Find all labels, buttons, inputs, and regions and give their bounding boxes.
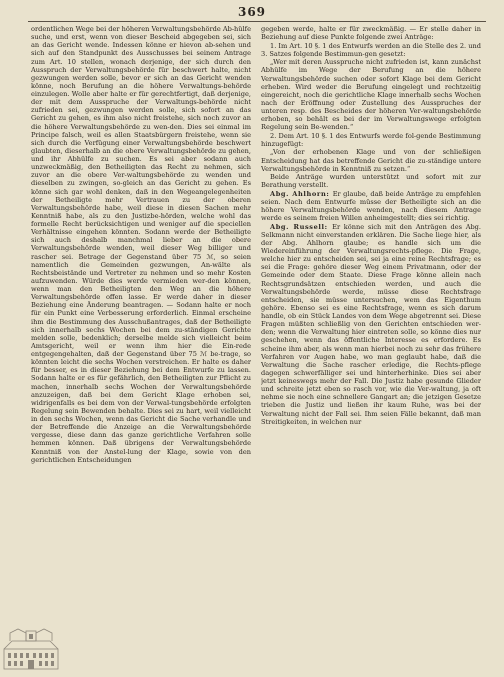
- paragraph: [261, 223, 481, 426]
- paragraph: [261, 58, 481, 131]
- paragraph-text: Er könne sich mit den Anträgen des Abg. Selkmann nicht einverstanden erklären. Die Sache liege hier, als der Abg. Ahlhorn glaube; es handle sich um die Wiedereinführung der Verwaltungsrechts-pflege. Die Frage, welche hier zu entscheiden sei, sei ja eine reine Rechtsfrage; es sei die Frage: gehöre dieser Weg einem Privatmann, oder der Gemeinde oder dem Staate. Diese Frage könne allein nach Rechtsgrundsätzen entschieden werden, und auch die Verwaltungsbehörde werde, müsse diese Rechtsfrage entscheiden, sie müsse untersuchen, wem das Eigenthum gehöre. Ebenso sei es eine Rechtsfrage, wenn es sich darum handle, ob ein Stück Landes von dem Wege abgetrennt sei. Diese Fragen müßten schließlig von den Gerichten entschieden wer-den; wenn die Verwaltung hier eintreten solle, so könne dies nur geschehen, wenn das öffentliche Interesse es erfordere. Es scheine ihm aber, als wenn man hierbei noch zu sehr das frühere Verfahren vor Augen habe, wo man geglaubt habe, daß die Verwaltung die Sache rascher erledige, die Rechts-pflege dagegen schwerfälliger sei und hinterherhinke. Dies sei aber jetzt keineswegs mehr der Fall. Die Justiz habe gesunde Glieder und schreite jetzt eben so rasch vor, wie die Ver-waltung, ja oft nehme sie noch eine schnellere Gangart an; die jetzigen Gesetze trieben die Justiz und ließen ihr kaum Ruhe, was bei der Verwaltung nicht der Fall sei. Ihm seien Fälle bekannt, daß man Streitigkeiten, in welchen nur: [261, 222, 481, 426]
- paragraph: [31, 25, 251, 464]
- library-building-stamp-icon: [2, 621, 60, 673]
- paragraph: [261, 25, 481, 41]
- paragraph-text: Er glaube, daß beide Anträge zu empfehlen seien. Nach dem Entwurfe müsse der Betheiligte sich an die höhere Verwaltungsbehörde wenden, nach diesem Antrage werde es seinem freien Willen anheimgestellt; dies sei richtig.: [261, 189, 481, 223]
- paragraph: [261, 42, 481, 58]
- paragraph: [261, 190, 481, 223]
- paragraph-text: 1. Im Art. 10 §. 1 des Entwurfs werden an die Stelle des 2. und 3. Satzes folgende Bestimmun-gen gesetzt:: [261, 41, 481, 58]
- paragraph-text: „Wer mit deren Ausspruche nicht zufrieden ist, kann zunächst Abhülfe im Wege der Berufung an die höhere Verwaltungsbehörde suchen oder sofort Klage bei dem Gericht erheben. Wird weder die Berufung eingelegt und rechtzeitig eingereicht, noch die gerichtliche Klage innerhalb sechs Wochen nach der Eröffnung oder Zustellung des Ausspruches der unteren resp. des Bescheides der höheren Ver-waltungsbehörde erhoben, so behält es bei der im Verwaltungswege erfolgten Regelung sein Be-wenden.“: [261, 58, 481, 132]
- paragraph-text: gegeben werde, halte er für zweckmäßig. — Er stelle daher in Beziehung auf diese Punkte folgende zwei Anträge:: [261, 25, 481, 42]
- page-number: 369: [237, 5, 267, 19]
- paragraph-text: Beide Anträge wurden unterstützt und sofort mit zur Berathung verstellt.: [261, 173, 481, 190]
- paragraph: [261, 148, 481, 172]
- paragraph: [261, 173, 481, 189]
- speaker-name: Abg. Russell:: [270, 222, 333, 231]
- speaker-name: Abg. Ahlhorn:: [270, 189, 333, 198]
- paragraph-text: ordentlichen Wege bei der höheren Verwaltungsbehörde Ab-hülfe suche, und erst, wenn von dieser Bescheid abgegeben sei, sich an das Gericht wende. Indessen könne er hievon ab-sehen und sich auf den Standpunkt des Ausschusses bei seinem Antrage zum Art. 10 stellen, wonach derjenige, der sich durch den Ausspruch der Verwaltungsbehörde für beschwert halte, nicht gezwungen werden solle, bevor er sich an das Gericht wenden könne, noch Berufung an die höhere Verwaltungs-behörde einzulegen. Wolle aber halte er für gerechtfertigt, daß derjenige, der mit dem Ausspruche der Verwaltungs-behörde nicht zufrieden sei, gezwungen werden solle, sich sofort an das Gericht zu gehen, es ihm also nicht freistehe, sich noch zuvor an die höhere Verwaltungsbehörde zu wen-den. Dies sei einmal im Principe falsch, weil es allen Staatsbürgern freistehe, wenn sie sich durch die Verfügung einer Verwaltungsbehörde beschwert glaubten, dieserhalb an die obere Verwaltungsbehörde zu gehen, und ihr Abhülfe zu suchen. Es sei aber sodann auch unzweckmäßig, den Betheiligten das Recht zu nehmen, sich zuvor an die obere Ver-waltungsbehörde zu wenden und dieselben zu zwingen, so-gleich an das Gericht zu gehen. Es könne sich gar wohl denken, daß in den Wegeangelegenheiten der Betheiligte mehr Vertrauen zu der oberen Verwaltungsbehörde habe, weil diese in diesen Sachen mehr Kenntniß habe, als zu den Justizbe-hörden, welche wohl das formelle Recht berücksichtigen und weniger auf die speciellen Verhältnisse eingehen könnten. Sodann werde der Betheiligte sich auch deshalb manchmal lieber an die obere Verwaltungsbehörde wenden, weil dieser Weg billiger und rascher sei. Betrage der Gegenstand über 75 ℳ, so seien namentlich die Gemeinden gezwungen, An-wälte als Rechtsbeistände und Vertreter zu nehmen und so mehr Kosten aufzuwenden. Würde dies werde vermieden wer-den können, wenn man den Betheiligten den Weg an die höhere Verwaltungsbehörde offen lasse. Er werde daher in dieser Beziehung eine Änderung beantragen. — Sodann halte er noch für ein Punkt eine Verbesserung erforderlich. Einmal erscheine ihm die Bestimmung des Ausschußantrages, daß der Betheiligte sich innerhalb sechs Wochen bei dem zu-ständigen Gerichte melden solle, bedenklich; derselbe melde sich vielleicht beim Amtsgericht, weil er wenn ihm hier die Ein-rede entgegengehalten, daß der Gegenstand über 75 ℳ be-trage, so könnten leicht die sechs Wochen verstreichen. Er halte es daher für besser, es in dieser Beziehung bei dem Entwurfe zu lassen. Sodann halte er es für gefährlich, den Betheiligten zur Pflicht zu machen, innerhalb sechs Wochen der Verwaltungsbehörde anzuzeigen, daß bei dem Gericht Klage erhoben sei, widrigenfalls es bei dem von der Verwal-tungsbehörde erfolgten Regelung sein Bewenden behalte. Dies sei zu hart, weil vielleicht in den sechs Wochen, wenn das Gericht die Sache verhandle und der Betreffende die Anzeige an die Verwaltungsbehörde vergesse, diese dann das ganze gerichtliche Verfahren solle hemmen können. Daß übrigens der Verwaltungsbehörde Kenntniß von der Anstel-lung der Klage, sowie von den gerichtlichen Entscheidungen: [31, 25, 251, 464]
- right-column: [261, 25, 481, 670]
- paragraph: [261, 132, 481, 148]
- paragraph-text: 2. Dem Art. 10 §. 1 des Entwurfs werde fol-gende Bestimmung hinzugefügt:: [261, 131, 481, 148]
- header-rule: [28, 21, 486, 22]
- paragraph-text: „Von der erhobenen Klage und von der schließigen Entscheidung hat das betreffende Gericht die zu-ständige untere Verwaltungsbehörde in Kenntniß zu setzen.“: [261, 148, 481, 173]
- left-column: [31, 25, 251, 670]
